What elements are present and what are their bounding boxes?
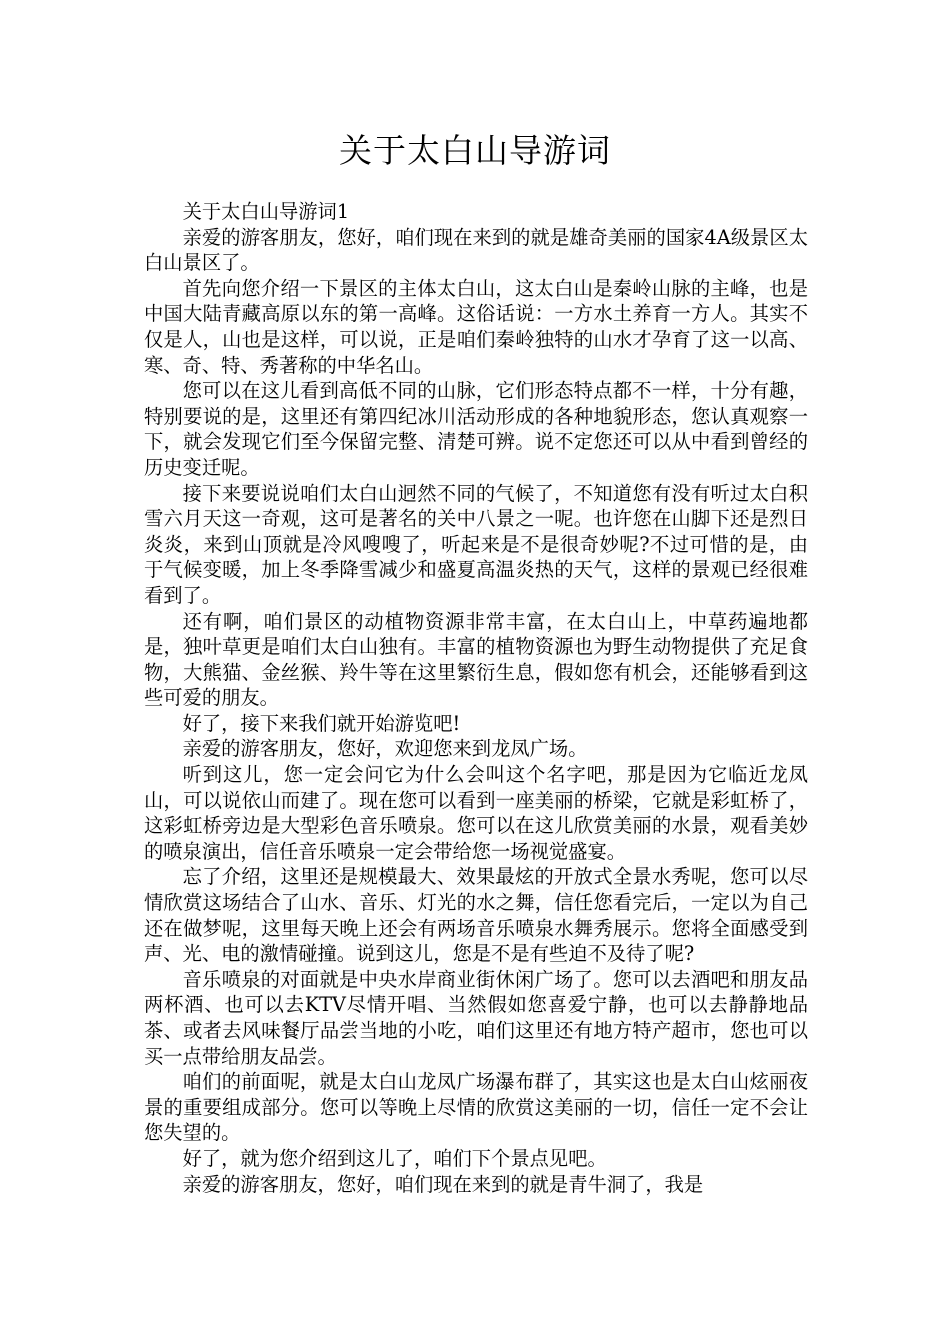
paragraph: 亲爱的游客朋友，您好，欢迎您来到龙凤广场。 xyxy=(182,737,588,761)
paragraph: 您可以在这儿看到高低不同的山脉，它们形态特点都不一样，十分有趣，特别要说的是，这里还有第四纪冰川活动形成的各种地貌形态，您认真观察一下，就会发现它们至今保留完整、清楚可辨。说不定您还可以从中看到曾经的历史变迁呢。 xyxy=(144,379,808,479)
paragraph: 好了，接下来我们就开始游览吧! xyxy=(182,711,461,735)
paragraph: 亲爱的游客朋友，您好，咱们现在来到的就是青牛洞了，我是 xyxy=(182,1172,704,1196)
paragraph: 还有啊，咱们景区的动植物资源非常丰富，在太白山上，中草药遍地都是，独叶草更是咱们太白山独有。丰富的植物资源也为野生动物提供了充足食物，大熊猫、金丝猴、羚牛等在这里繁衍生息，假如您有机会，还能够看到这些可爱的朋友。 xyxy=(144,609,808,710)
paragraph: 亲爱的游客朋友，您好，咱们现在来到的就是雄奇美丽的国家4A级景区太白山景区了。 xyxy=(144,225,808,275)
document-body xyxy=(144,199,808,1197)
paragraph: 音乐喷泉的对面就是中央水岸商业街休闲广场了。您可以去酒吧和朋友品两杯酒、也可以去KTV尽情开唱、当然假如您喜爱宁静，也可以去静静地品茶、或者去风味餐厅品尝当地的小吃，咱们这里还有地方特产超市，您也可以买一点带给朋友品尝。 xyxy=(144,967,808,1068)
paragraph: 首先向您介绍一下景区的主体太白山，这太白山是秦岭山脉的主峰，也是中国大陆青藏高原以东的第一高峰。这俗话说：一方水土养育一方人。其实不仅是人，山也是这样，可以说，正是咱们秦岭独特的山水才孕育了这一以高、寒、奇、特、秀著称的中华名山。 xyxy=(144,276,808,377)
paragraph: 接下来要说说咱们太白山迥然不同的气候了，不知道您有没有听过太白积雪六月天这一奇观，这可是著名的关中八景之一呢。也许您在山脚下还是烈日炎炎，来到山顶就是冷风嗖嗖了，听起来是不是很奇妙呢?不过可惜的是，由于气候变暖，加上冬季降雪减少和盛夏高温炎热的天气，这样的景观已经很难看到了。 xyxy=(144,481,808,607)
paragraph: 好了，就为您介绍到这儿了，咱们下个景点见吧。 xyxy=(182,1146,607,1170)
paragraph: 忘了介绍，这里还是规模最大、效果最炫的开放式全景水秀呢，您可以尽情欣赏这场结合了山水、音乐、灯光的水之舞，信任您看完后，一定以为自己还在做梦呢，这里每天晚上还会有两场音乐喷泉水舞秀展示。您将全面感受到声、光、电的激情碰撞。说到这儿，您是不是有些迫不及待了呢? xyxy=(144,865,808,966)
paragraph: 咱们的前面呢，就是太白山龙凤广场瀑布群了，其实这也是太白山炫丽夜景的重要组成部分。您可以等晚上尽情的欣赏这美丽的一切，信任一定不会让您失望的。 xyxy=(144,1070,808,1145)
paragraph: 听到这儿，您一定会问它为什么会叫这个名字吧，那是因为它临近龙凤山，可以说依山而建了。现在您可以看到一座美丽的桥梁，它就是彩虹桥了，这彩虹桥旁边是大型彩色音乐喷泉。您可以在这儿欣赏美丽的水景，观看美妙的喷泉演出，信任音乐喷泉一定会带给您一场视觉盛宴。 xyxy=(144,763,808,863)
paragraph-section-heading: 关于太白山导游词1 xyxy=(182,200,350,223)
document-title: 关于太白山导游词 xyxy=(339,131,611,170)
